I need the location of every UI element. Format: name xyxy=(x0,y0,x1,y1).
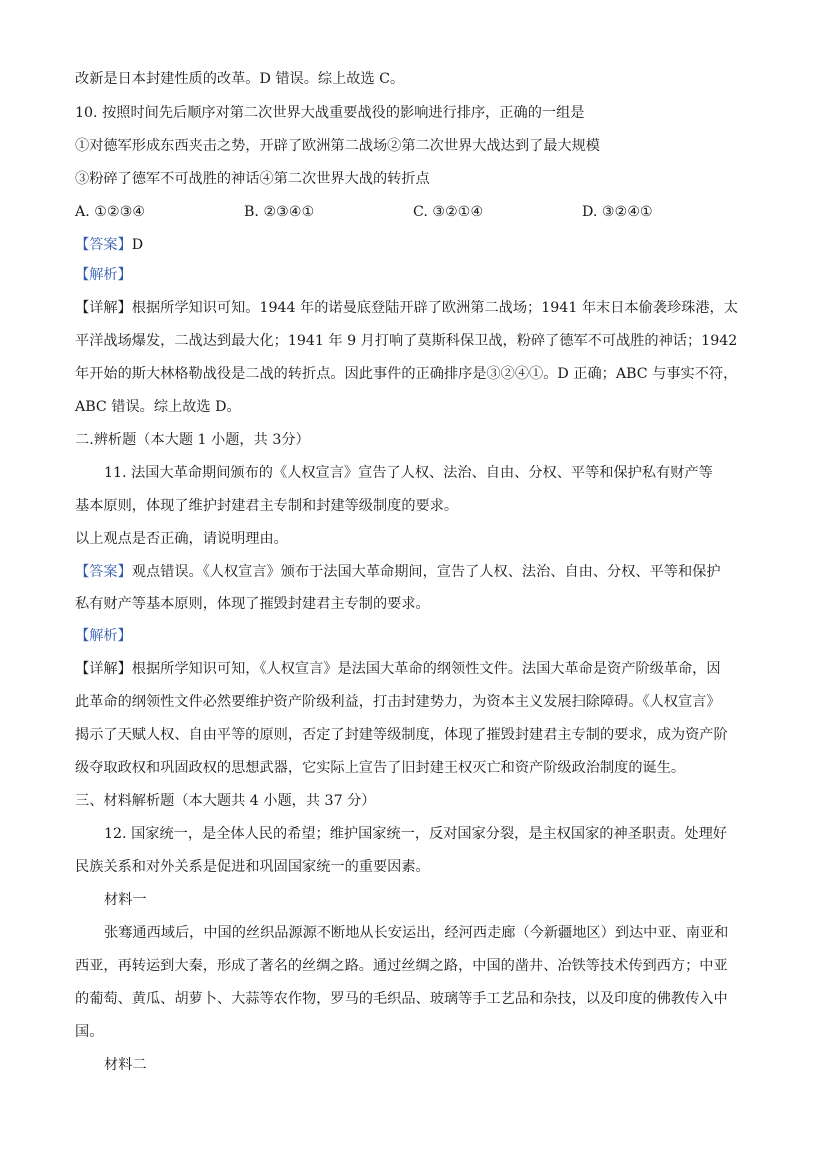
q11-line: 基本原则，体现了维护封建君主专制和封建等级制度的要求。 xyxy=(75,498,459,514)
material-1-line: 的葡萄、黄瓜、胡萝卜、大蒜等农作物，罗马的毛织品、玻璃等手工艺品和杂技，以及印度的佛教传入中 xyxy=(75,991,728,1007)
answer-value: D xyxy=(131,237,144,253)
section-2-title: 二.辨析题（本大题 1 小题，共 3分） xyxy=(75,432,310,448)
answer-text: 观点错误。《人权宣言》颁布于法国大革命期间，宣告了人权、法治、自由、分权、平等和保护 xyxy=(131,564,721,580)
material-2-title: 材料二 xyxy=(104,1057,147,1073)
section-3-title: 三、材料解析题（本大题共 4 小题，共 37 分） xyxy=(75,793,376,809)
q12-line: 12. 国家统一，是全体人民的希望；维护国家统一，反对国家分裂，是主权国家的神圣职责。处理好 xyxy=(104,826,727,842)
q10-analysis-tag: 【解析】 xyxy=(75,267,132,283)
q11-line: 以上观点是否正确，请说明理由。 xyxy=(75,531,288,547)
q11-detail-line: 揭示了天赋人权、自由平等的原则，否定了封建等级制度，体现了摧毁封建君主专制的要求，成为资产阶 xyxy=(75,727,728,743)
q10-option-b: B. ②③④① xyxy=(244,204,315,220)
material-1-title: 材料一 xyxy=(104,892,147,908)
q10-stem: 10. 按照时间先后顺序对第二次世界大战重要战役的影响进行排序，正确的一组是 xyxy=(75,105,585,121)
q10-answer xyxy=(75,235,143,255)
q10-detail-line: 年开始的斯大林格勒战役是二战的转折点。因此事件的正确排序是③②④①。D 正确；ABC 与事实不符， xyxy=(75,366,738,382)
q10-detail-line: ABC 错误。综上故选 D。 xyxy=(75,399,241,415)
q10-items-line-2: ③粉碎了德军不可战胜的神话④第二次世界大战的转折点 xyxy=(75,171,430,187)
q11-detail-line: 【详解】根据所学知识可知，《人权宣言》是法国大革命的纲领性文件。法国大革命是资产阶级革命，因 xyxy=(75,661,721,677)
q11-detail-line: 级夺取政权和巩固政权的思想武器，它实际上宣告了旧封建王权灭亡和资产阶级政治制度的诞生。 xyxy=(75,760,686,776)
material-1-line: 西亚，再转运到大秦，形成了著名的丝绸之路。通过丝绸之路，中国的凿井、冶铁等技术传到西方；中亚 xyxy=(75,958,728,974)
q11-answer-line xyxy=(75,562,721,582)
q10-option-c: C. ③②①④ xyxy=(413,204,484,220)
q10-option-d: D. ③②④① xyxy=(582,204,653,220)
q10-detail-line: 平洋战场爆发，二战达到最大化；1941 年 9 月打响了莫斯科保卫战，粉碎了德军不可战胜的神话；1942 xyxy=(75,333,738,349)
q11-detail-line: 此革命的纲领性文件必然要维护资产阶级利益，打击封建势力，为资本主义发展扫除障碍。《人权宣言》 xyxy=(75,694,721,710)
q11-answer-line: 私有财产等基本原则，体现了摧毁封建君主专制的要求。 xyxy=(75,596,430,612)
material-1-line: 张骞通西域后，中国的丝织品源源不断地从长安运出，经河西走廊（今新疆地区）到达中亚、南亚和 xyxy=(104,925,729,941)
q10-items-line-1: ①对德军形成东西夹击之势，开辟了欧洲第二战场②第二次世界大战达到了最大规模 xyxy=(75,138,600,154)
q9-conclusion: 改新是日本封建性质的改革。D 错误。综上故选 C。 xyxy=(75,71,405,87)
q11-line: 11. 法国大革命期间颁布的《人权宣言》宣告了人权、法治、自由、分权、平等和保护私有财产等 xyxy=(104,465,713,481)
q12-line: 民族关系和对外关系是促进和巩固国家统一的重要因素。 xyxy=(75,859,430,875)
answer-tag: 【答案】 xyxy=(75,564,132,580)
q11-analysis-tag: 【解析】 xyxy=(75,628,132,644)
q10-option-a: A. ①②③④ xyxy=(75,204,146,220)
material-1-line: 国。 xyxy=(75,1024,104,1040)
q10-detail-line: 【详解】根据所学知识可知。1944 年的诺曼底登陆开辟了欧洲第二战场；1941 年末日本偷袭珍珠港，太 xyxy=(75,300,738,316)
answer-tag: 【答案】 xyxy=(75,237,132,253)
